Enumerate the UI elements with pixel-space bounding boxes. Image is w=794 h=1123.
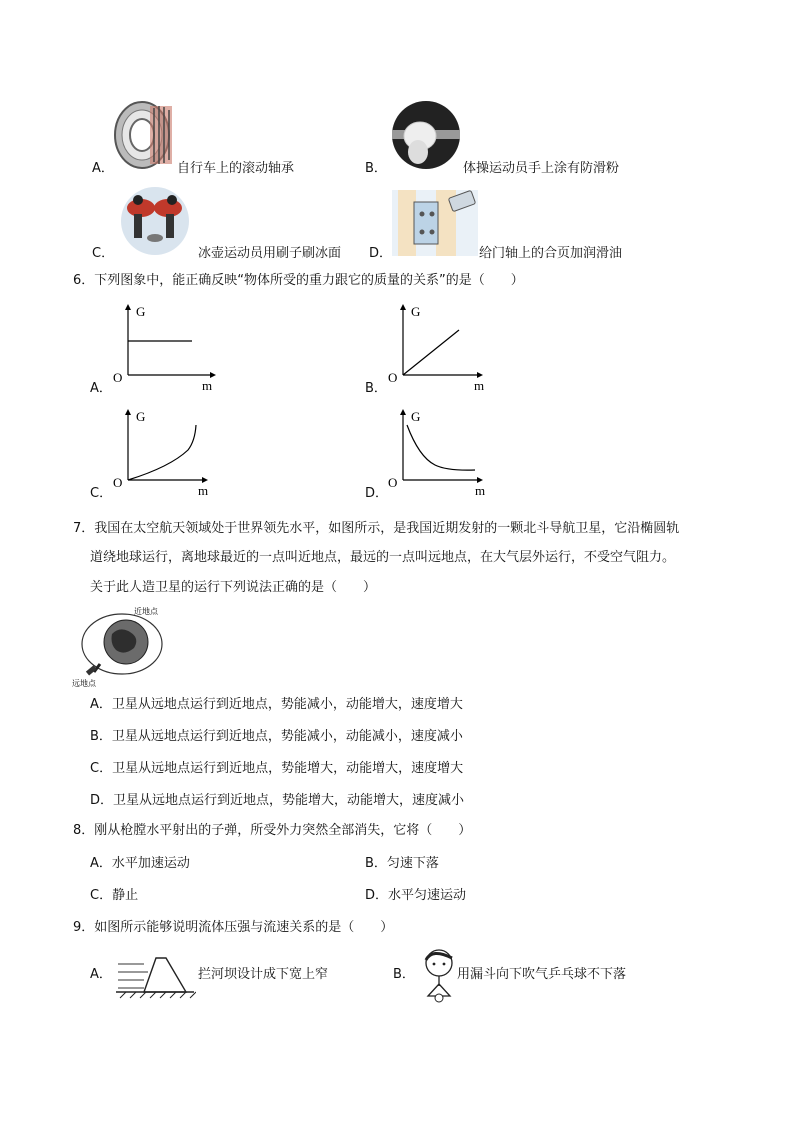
q7-stem-line-3: 关于此人造卫星的运行下列说法正确的是（ ） <box>90 580 377 595</box>
q6-option-d-letter: D． <box>365 486 389 501</box>
q6-graph-c-x-label: m <box>198 483 209 497</box>
q6-stem: 6．下列图象中，能正确反映“物体所受的重力跟它的质量的关系”的是（ ） <box>73 273 524 288</box>
q9-option-b-letter: B． <box>393 967 415 982</box>
q9-stem: 9．如图所示能够说明流体压强与流速关系的是（ ） <box>73 920 394 935</box>
far-point-label: 远地点 <box>72 679 96 688</box>
q6-graph-c-origin: O <box>113 475 123 490</box>
near-point-label: 近地点 <box>134 607 158 616</box>
q7-option-b: B．卫星从远地点运行到近地点，势能减小，动能减小，速度减小 <box>90 729 463 744</box>
q9-option-b-text: 用漏斗向下吹气乒乓球不下落 <box>457 967 627 982</box>
q6-graph-d-curve <box>407 425 475 470</box>
q6-graph-c <box>110 405 220 497</box>
q6-graph-d <box>385 405 495 497</box>
q6-graph-c-curve <box>128 425 196 480</box>
q5-option-a-letter: A． <box>92 161 114 176</box>
q7-stem-line-1: 7．我国在太空航天领域处于世界领先水平，如图所示，是我国近期发射的一颗北斗导航卫星，它沿椭圆轨 <box>73 521 680 536</box>
q7-option-d: D．卫星从远地点运行到近地点，势能增大，动能增大，速度减小 <box>90 793 465 808</box>
q6-graph-a-x-label: m <box>202 378 213 392</box>
q6-graph-b-x-label: m <box>474 378 485 392</box>
bearing-image <box>112 98 174 172</box>
q5-option-c-text: 冰壶运动员用刷子刷冰面 <box>198 246 342 261</box>
q6-option-c-letter: C． <box>90 486 113 501</box>
door-hinge-image <box>392 190 478 256</box>
q8-option-b: B．匀速下落 <box>365 856 439 871</box>
satellite-orbit-figure <box>70 604 165 688</box>
q6-option-b-letter: B． <box>365 381 387 396</box>
gymnast-hand-image <box>390 100 462 170</box>
q9-option-a-letter: A． <box>90 967 112 982</box>
q6-graph-d-y-label: G <box>411 409 421 424</box>
q6-graph-b <box>385 300 495 392</box>
q8-option-d: D．水平匀速运动 <box>365 888 467 903</box>
q6-option-a-letter: A． <box>90 381 112 396</box>
q6-graph-b-origin: O <box>388 370 398 385</box>
q5-option-d-text: 给门轴上的合页加润滑油 <box>479 246 623 261</box>
q6-graph-d-x-label: m <box>475 483 486 497</box>
q6-graph-a <box>110 300 220 392</box>
q8-option-c: C．静止 <box>90 888 139 903</box>
dam-figure <box>114 952 196 1000</box>
q5-option-d-letter: D． <box>369 246 393 261</box>
q6-graph-b-y-label: G <box>411 304 421 319</box>
dam-shape <box>144 958 186 992</box>
q5-option-b-text: 体操运动员手上涂有防滑粉 <box>463 161 620 176</box>
q6-graph-b-line <box>403 330 459 375</box>
curling-image <box>116 186 194 256</box>
q7-option-a: A．卫星从远地点运行到近地点，势能减小，动能增大，速度增大 <box>90 697 463 712</box>
q5-option-c-letter: C． <box>92 246 115 261</box>
funnel-ball-figure <box>418 948 460 1004</box>
q6-graph-a-y-label: G <box>136 304 146 319</box>
q5-option-a-text: 自行车上的滚动轴承 <box>177 161 295 176</box>
q6-graph-d-origin: O <box>388 475 398 490</box>
q8-stem: 8．刚从枪膛水平射出的子弹，所受外力突然全部消失，它将（ ） <box>73 823 472 838</box>
q7-option-c: C．卫星从远地点运行到近地点，势能增大，动能增大，速度增大 <box>90 761 464 776</box>
q6-graph-a-origin: O <box>113 370 123 385</box>
q9-option-a-text: 拦河坝设计成下宽上窄 <box>198 967 329 982</box>
q8-option-a: A．水平加速运动 <box>90 856 190 871</box>
ping-pong-ball-icon <box>435 994 443 1002</box>
q5-option-b-letter: B． <box>365 161 387 176</box>
q7-stem-line-2: 道绕地球运行，离地球最近的一点叫近地点，最远的一点叫远地点，在大气层外运行，不受空气阻力。 <box>90 550 676 565</box>
q6-graph-c-y-label: G <box>136 409 146 424</box>
